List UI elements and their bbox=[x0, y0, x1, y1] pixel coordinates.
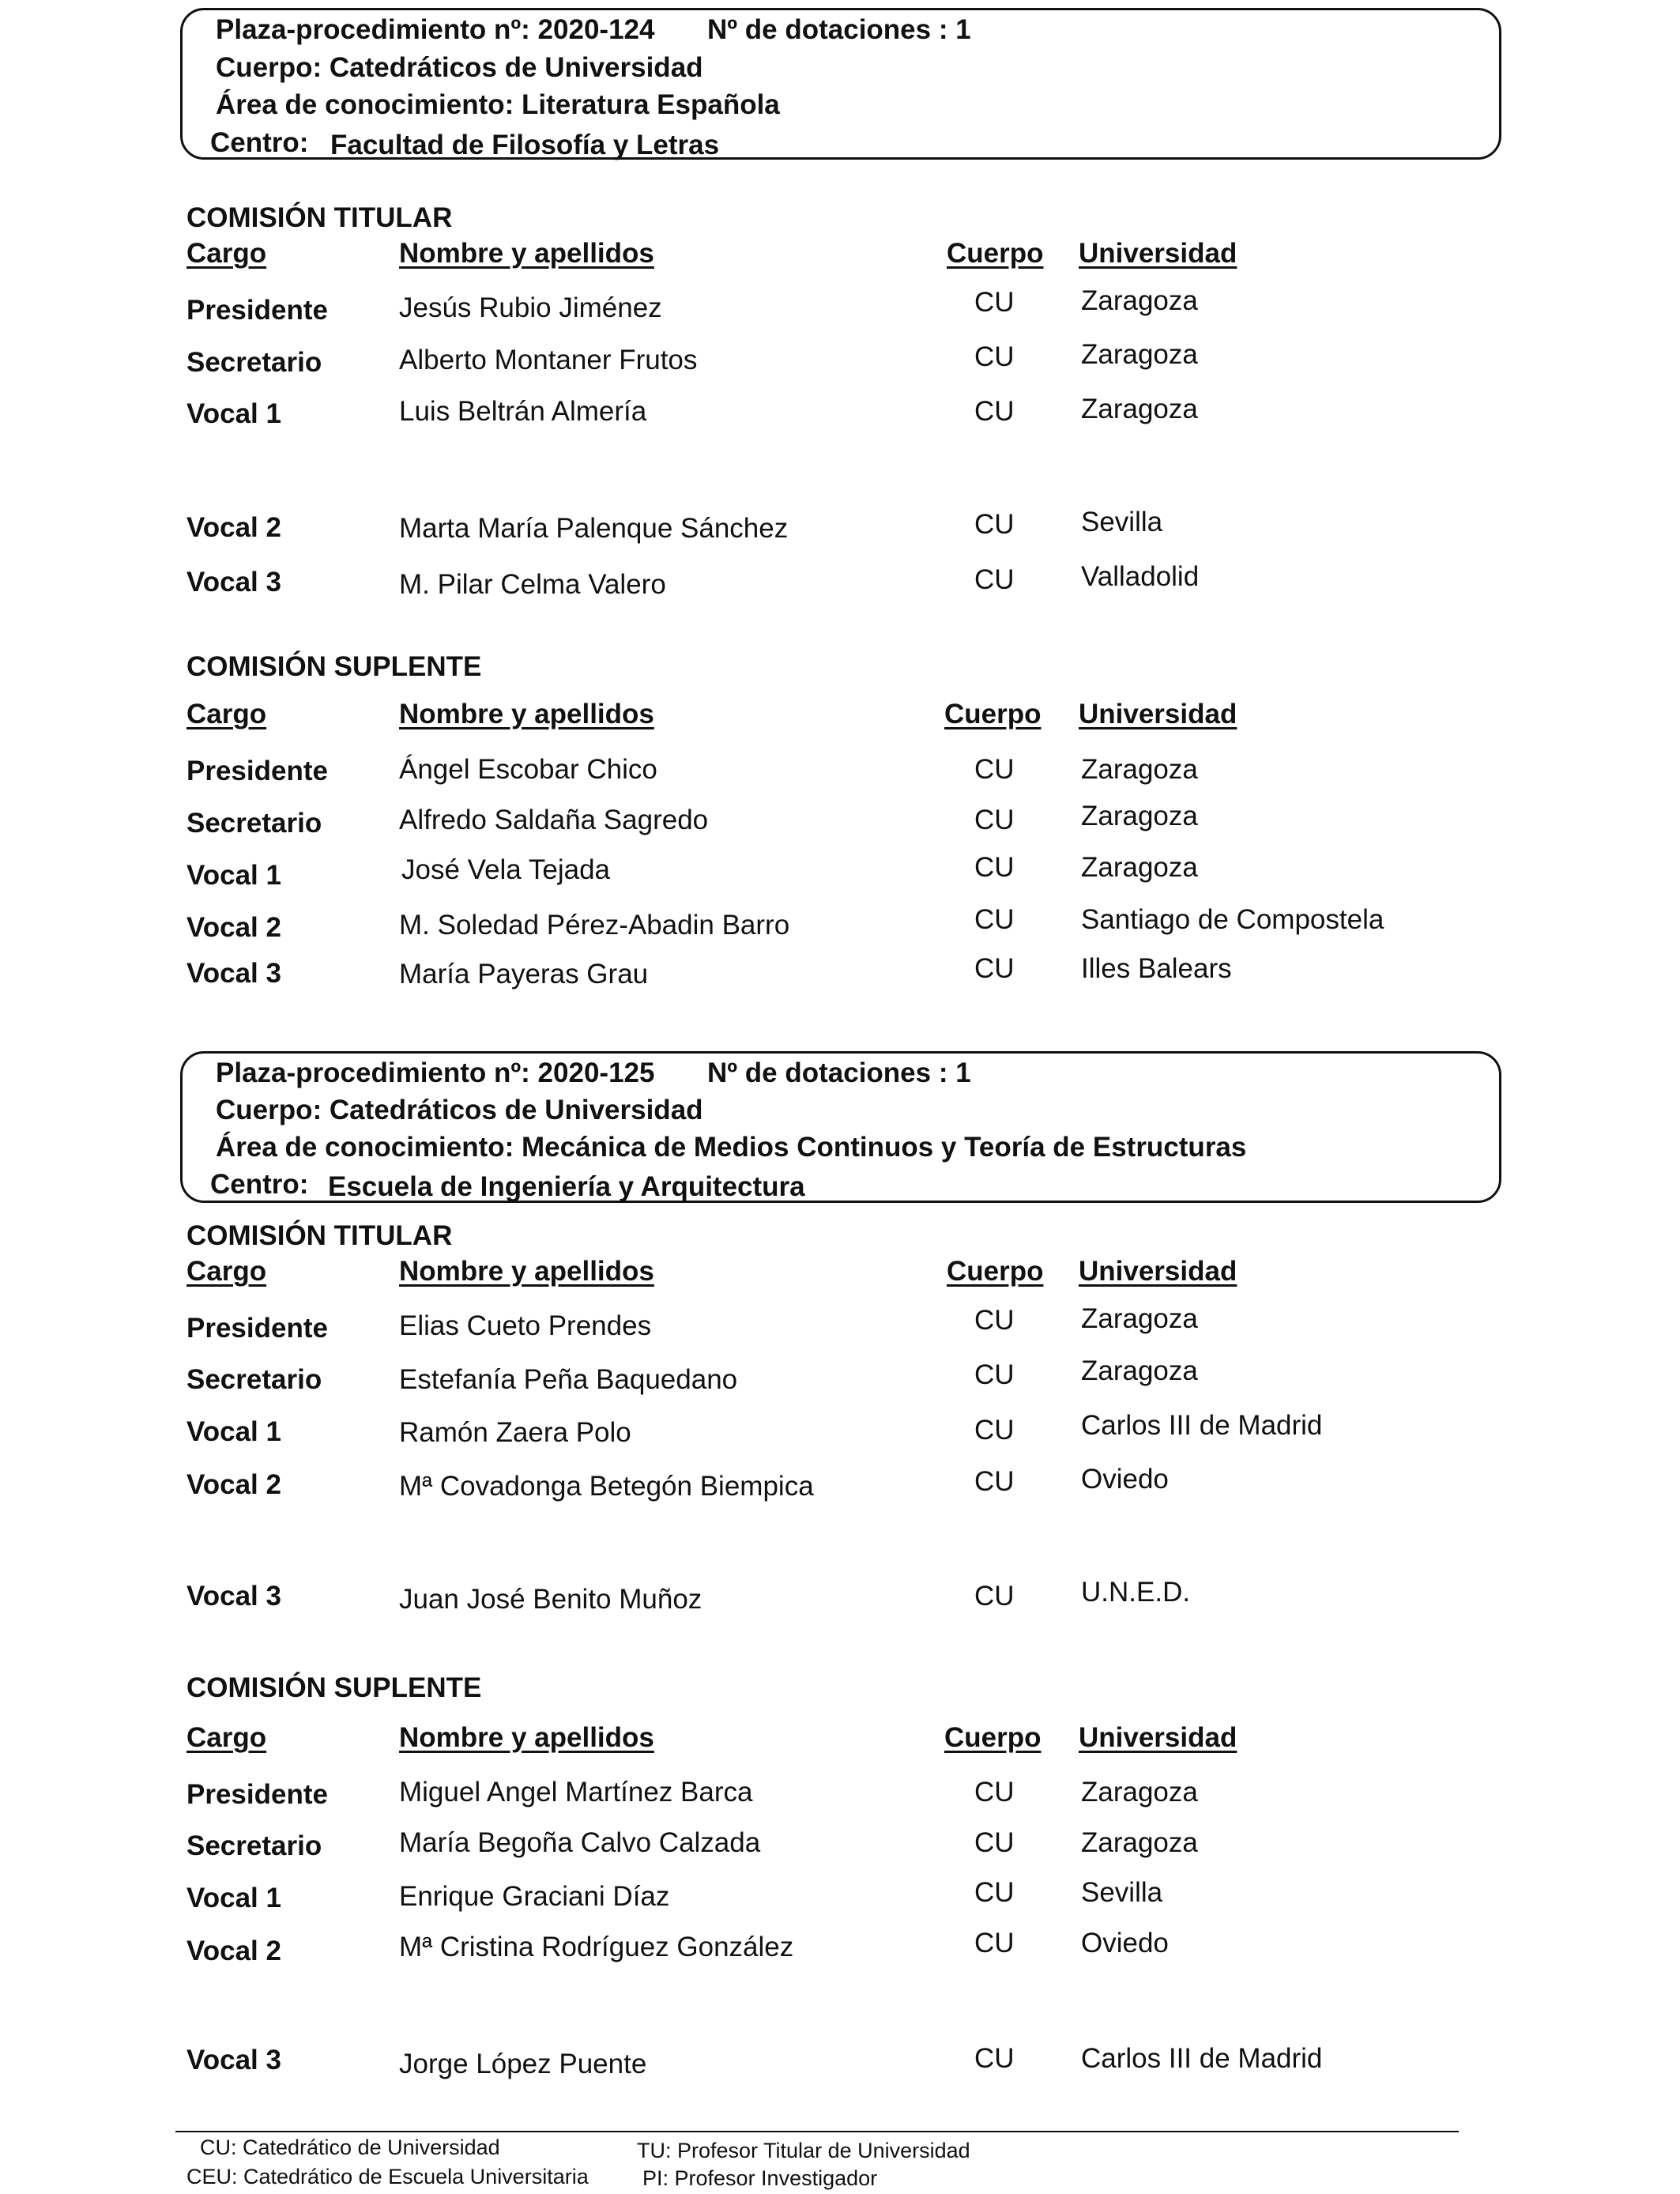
nombre-cell: José Vela Tejada bbox=[401, 854, 611, 885]
cargo-cell: Vocal 2 bbox=[186, 512, 281, 543]
cargo-cell: Vocal 3 bbox=[186, 567, 281, 598]
centro-value: Escuela de Ingeniería y Arquitectura bbox=[328, 1171, 805, 1202]
universidad-cell: Santiago de Compostela bbox=[1081, 904, 1384, 935]
area-label: Área de conocimiento: Mecánica de Medios Continuos y Teoría de Estructuras bbox=[216, 1132, 1247, 1163]
cuerpo-cell: CU bbox=[974, 1466, 1015, 1497]
cuerpo-cell: CU bbox=[974, 1581, 1015, 1612]
col-header-universidad: Universidad bbox=[1079, 699, 1237, 729]
cargo-cell: Presidente bbox=[186, 756, 328, 786]
dotaciones: Nº de dotaciones : 1 bbox=[707, 14, 971, 45]
col-header-universidad: Universidad bbox=[1079, 238, 1237, 269]
cuerpo-cell: CU bbox=[974, 2043, 1015, 2074]
universidad-cell: Zaragoza bbox=[1081, 1777, 1198, 1808]
cargo-cell: Vocal 1 bbox=[186, 1416, 281, 1447]
universidad-cell: Zaragoza bbox=[1081, 801, 1198, 831]
cuerpo-label: Cuerpo: Catedráticos de Universidad bbox=[216, 52, 703, 83]
nombre-cell: Miguel Angel Martínez Barca bbox=[399, 1777, 753, 1808]
nombre-cell: María Payeras Grau bbox=[399, 959, 649, 990]
cargo-cell: Secretario bbox=[186, 1830, 322, 1861]
cargo-cell: Vocal 3 bbox=[186, 2045, 281, 2075]
cuerpo-cell: CU bbox=[974, 396, 1015, 427]
nombre-cell: Luis Beltrán Almería bbox=[399, 396, 647, 427]
nombre-cell: María Begoña Calvo Calzada bbox=[399, 1827, 761, 1858]
section-title-titular: COMISIÓN TITULAR bbox=[186, 1220, 453, 1251]
universidad-cell: Zaragoza bbox=[1081, 1827, 1198, 1858]
cuerpo-cell: CU bbox=[974, 1827, 1015, 1858]
section-title-titular: COMISIÓN TITULAR bbox=[186, 202, 453, 233]
universidad-cell: Zaragoza bbox=[1081, 394, 1198, 424]
cuerpo-cell: CU bbox=[974, 852, 1015, 883]
cargo-cell: Vocal 1 bbox=[186, 1883, 281, 1913]
nombre-cell: M. Soledad Pérez-Abadin Barro bbox=[399, 910, 790, 941]
col-header-nombre: Nombre y apellidos bbox=[399, 1722, 654, 1753]
legend-tu: TU: Profesor Titular de Universidad bbox=[637, 2139, 970, 2162]
cargo-cell: Vocal 3 bbox=[186, 958, 281, 989]
nombre-cell: Estefanía Peña Baquedano bbox=[399, 1364, 738, 1395]
cuerpo-cell: CU bbox=[974, 904, 1015, 935]
col-header-nombre: Nombre y apellidos bbox=[399, 238, 654, 269]
nombre-cell: Elias Cueto Prendes bbox=[399, 1310, 652, 1341]
cuerpo-cell: CU bbox=[974, 1415, 1015, 1446]
col-header-cuerpo: Cuerpo bbox=[947, 238, 1044, 269]
col-header-cargo: Cargo bbox=[186, 238, 267, 269]
col-header-nombre: Nombre y apellidos bbox=[399, 699, 654, 729]
plaza-number: Plaza-procedimiento nº: 2020-125 bbox=[216, 1057, 655, 1088]
col-header-cuerpo: Cuerpo bbox=[944, 1722, 1042, 1753]
universidad-cell: Carlos III de Madrid bbox=[1081, 1410, 1323, 1441]
cargo-cell: Presidente bbox=[186, 1313, 328, 1344]
universidad-cell: Sevilla bbox=[1081, 507, 1163, 537]
universidad-cell: Zaragoza bbox=[1081, 754, 1198, 785]
nombre-cell: Enrique Graciani Díaz bbox=[399, 1881, 670, 1912]
cuerpo-cell: CU bbox=[974, 1359, 1015, 1390]
universidad-cell: Zaragoza bbox=[1081, 339, 1198, 370]
centro-label: Centro: bbox=[210, 1169, 309, 1200]
nombre-cell: Alberto Montaner Frutos bbox=[399, 345, 698, 375]
cargo-cell: Vocal 1 bbox=[186, 398, 281, 429]
centro-label: Centro: bbox=[210, 127, 309, 158]
universidad-cell: Zaragoza bbox=[1081, 285, 1198, 316]
nombre-cell: Ángel Escobar Chico bbox=[399, 754, 657, 785]
universidad-cell: Oviedo bbox=[1081, 1928, 1169, 1958]
footer-divider bbox=[175, 2131, 1459, 2132]
centro-value: Facultad de Filosofía y Letras bbox=[330, 130, 720, 160]
universidad-cell: Oviedo bbox=[1081, 1464, 1169, 1495]
col-header-cargo: Cargo bbox=[186, 1256, 267, 1287]
legend-pi: PI: Profesor Investigador bbox=[642, 2166, 878, 2190]
nombre-cell: Juan José Benito Muñoz bbox=[399, 1584, 703, 1615]
cargo-cell: Presidente bbox=[186, 295, 328, 326]
col-header-cargo: Cargo bbox=[186, 699, 267, 729]
nombre-cell: Ramón Zaera Polo bbox=[399, 1417, 631, 1448]
cargo-cell: Vocal 3 bbox=[186, 1581, 281, 1612]
cuerpo-cell: CU bbox=[974, 805, 1015, 835]
section-title-suplente: COMISIÓN SUPLENTE bbox=[186, 651, 482, 682]
universidad-cell: Sevilla bbox=[1081, 1877, 1163, 1908]
plaza-number: Plaza-procedimiento nº: 2020-124 bbox=[216, 14, 655, 45]
col-header-nombre: Nombre y apellidos bbox=[399, 1256, 654, 1287]
nombre-cell: Jorge López Puente bbox=[399, 2049, 647, 2079]
universidad-cell: Zaragoza bbox=[1081, 1303, 1198, 1334]
cuerpo-cell: CU bbox=[974, 754, 1015, 785]
universidad-cell: Zaragoza bbox=[1081, 852, 1198, 883]
cuerpo-cell: CU bbox=[974, 509, 1015, 540]
cuerpo-cell: CU bbox=[974, 341, 1015, 372]
legend-ceu: CEU: Catedrático de Escuela Universitaria bbox=[186, 2165, 589, 2188]
nombre-cell: Mª Cristina Rodríguez González bbox=[399, 1932, 794, 1962]
legend-cu: CU: Catedrático de Universidad bbox=[200, 2136, 500, 2159]
cuerpo-cell: CU bbox=[974, 1877, 1015, 1908]
col-header-cuerpo: Cuerpo bbox=[947, 1256, 1044, 1287]
col-header-cuerpo: Cuerpo bbox=[944, 699, 1042, 729]
dotaciones: Nº de dotaciones : 1 bbox=[707, 1057, 971, 1088]
cargo-cell: Vocal 1 bbox=[186, 860, 281, 891]
cuerpo-cell: CU bbox=[974, 287, 1015, 318]
universidad-cell: Zaragoza bbox=[1081, 1355, 1198, 1386]
cuerpo-cell: CU bbox=[974, 1928, 1015, 1958]
cuerpo-cell: CU bbox=[974, 564, 1015, 595]
nombre-cell: Jesús Rubio Jiménez bbox=[399, 292, 662, 323]
section-title-suplente: COMISIÓN SUPLENTE bbox=[186, 1672, 482, 1703]
cargo-cell: Secretario bbox=[186, 347, 322, 378]
cuerpo-cell: CU bbox=[974, 1305, 1015, 1336]
universidad-cell: Valladolid bbox=[1081, 561, 1200, 592]
cargo-cell: Vocal 2 bbox=[186, 1936, 281, 1966]
cargo-cell: Secretario bbox=[186, 808, 322, 839]
cargo-cell: Vocal 2 bbox=[186, 1469, 281, 1500]
universidad-cell: U.N.E.D. bbox=[1081, 1577, 1191, 1608]
area-label: Área de conocimiento: Literatura Española bbox=[216, 89, 780, 120]
cuerpo-label: Cuerpo: Catedráticos de Universidad bbox=[216, 1095, 703, 1125]
nombre-cell: Alfredo Saldaña Sagredo bbox=[399, 805, 709, 835]
col-header-cargo: Cargo bbox=[186, 1722, 267, 1753]
nombre-cell: M. Pilar Celma Valero bbox=[399, 569, 666, 600]
cuerpo-cell: CU bbox=[974, 1777, 1015, 1808]
nombre-cell: Mª Covadonga Betegón Biempica bbox=[399, 1471, 814, 1502]
universidad-cell: Illes Balears bbox=[1081, 953, 1232, 984]
cuerpo-cell: CU bbox=[974, 953, 1015, 984]
universidad-cell: Carlos III de Madrid bbox=[1081, 2043, 1323, 2074]
cargo-cell: Vocal 2 bbox=[186, 912, 281, 943]
cargo-cell: Secretario bbox=[186, 1364, 322, 1395]
col-header-universidad: Universidad bbox=[1079, 1256, 1237, 1287]
cargo-cell: Presidente bbox=[186, 1779, 328, 1810]
col-header-universidad: Universidad bbox=[1079, 1722, 1237, 1753]
nombre-cell: Marta María Palenque Sánchez bbox=[399, 513, 789, 544]
